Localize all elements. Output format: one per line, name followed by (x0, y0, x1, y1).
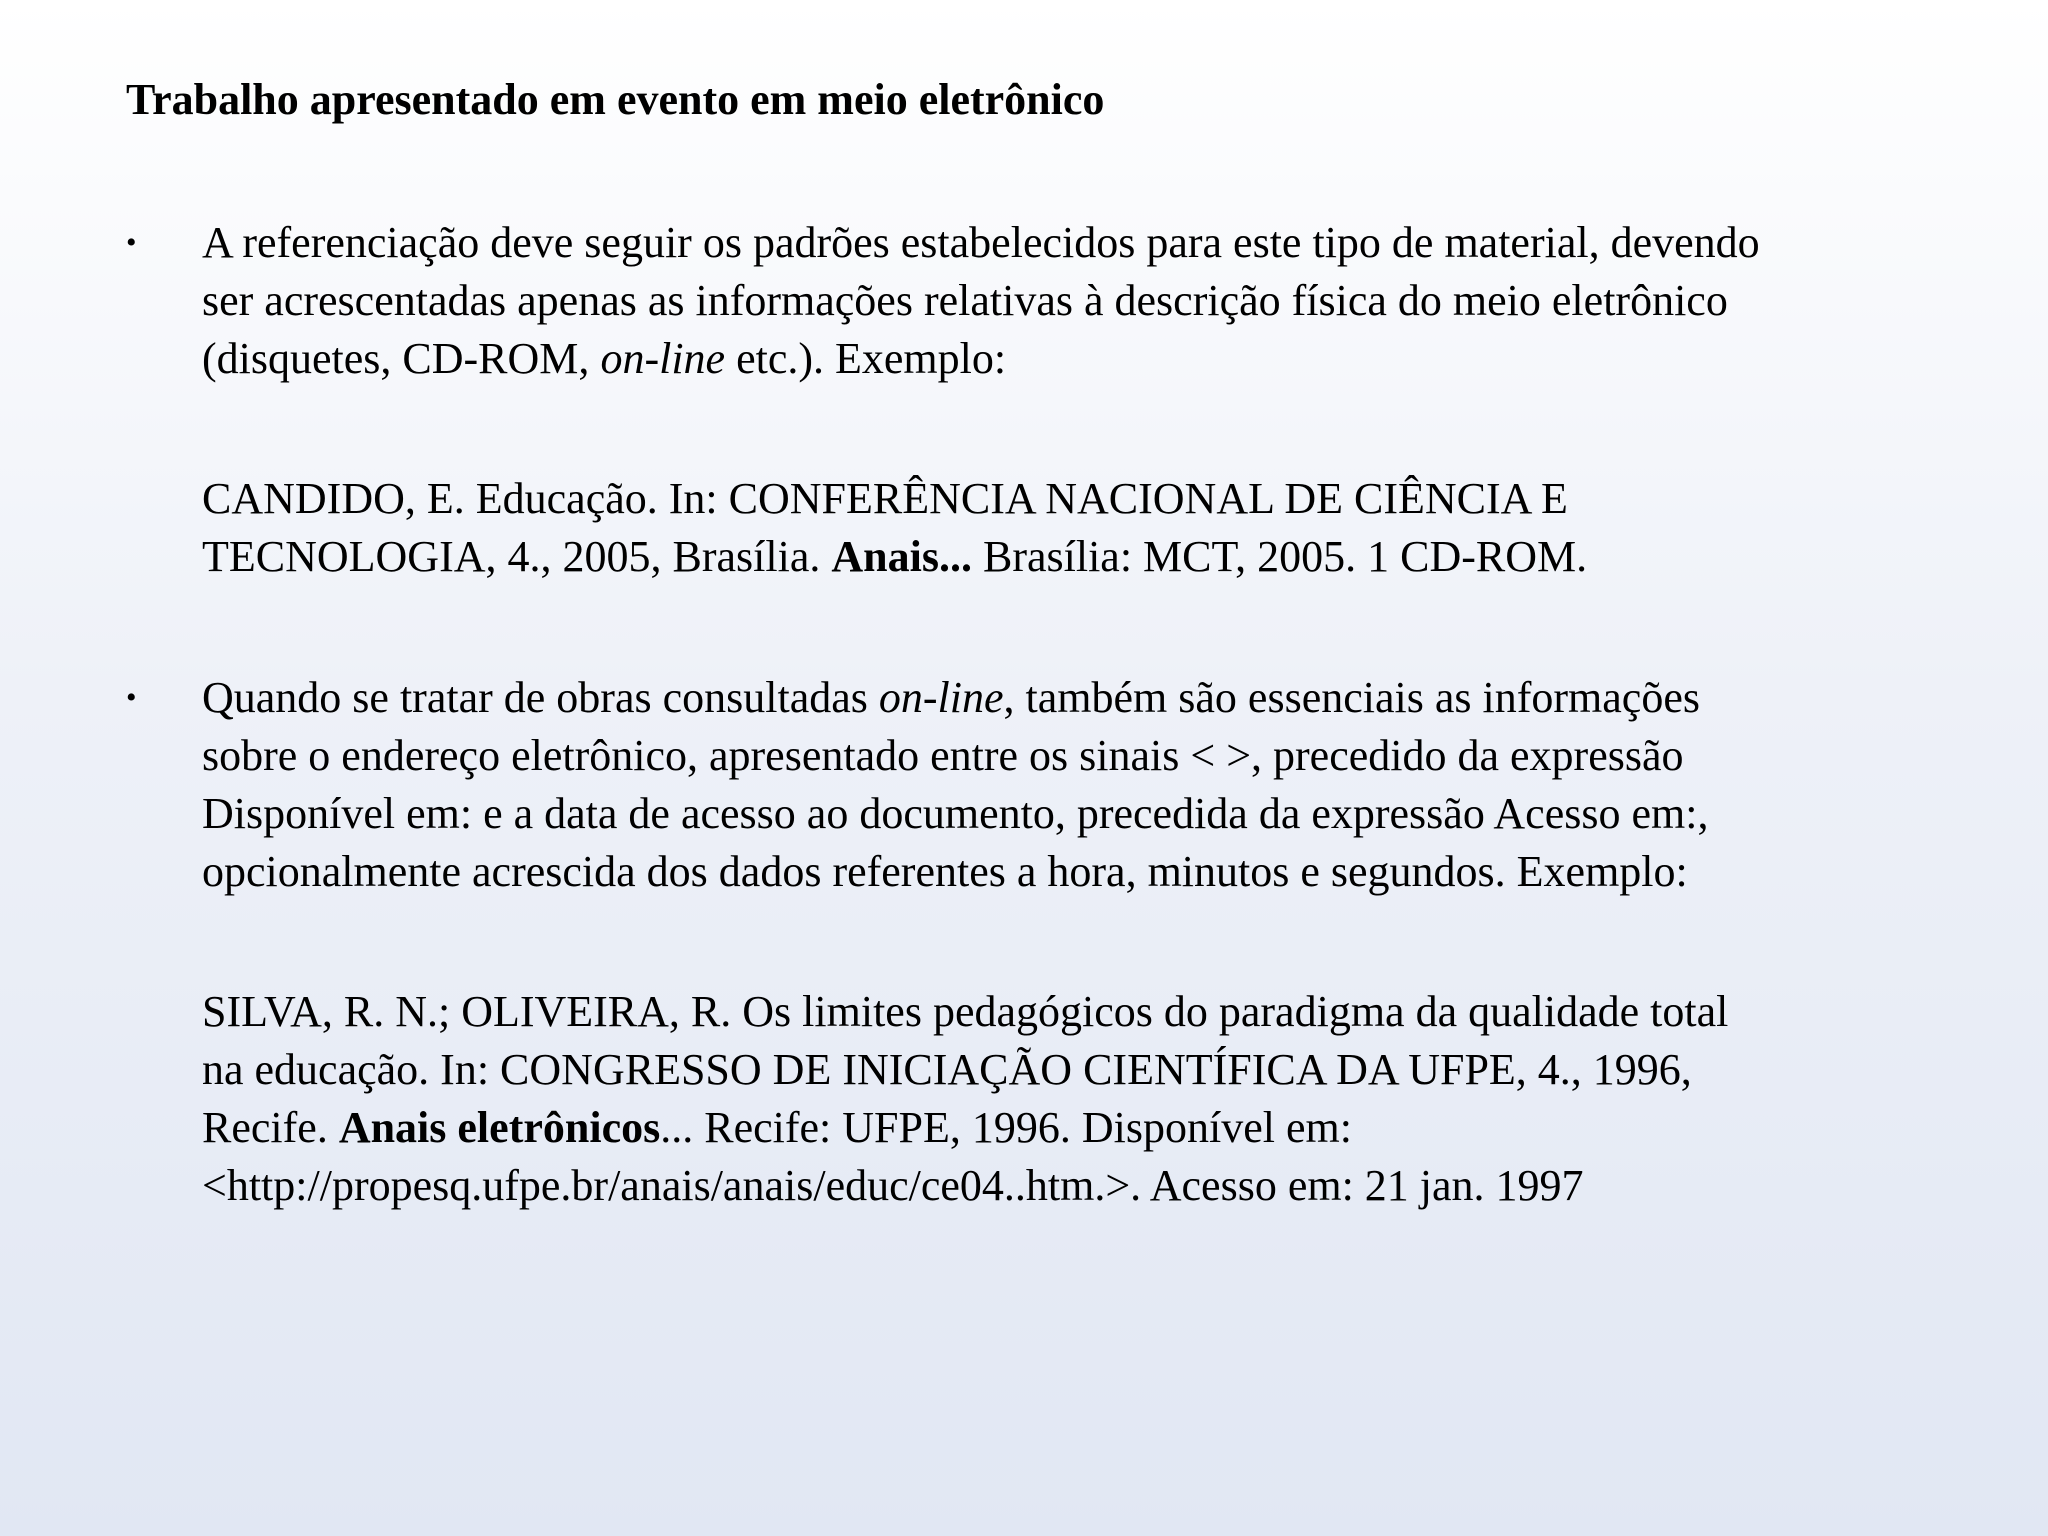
text-run: Brasília: MCT, 2005. 1 CD-ROM. (971, 532, 1588, 581)
reference-line: SILVA, R. N.; OLIVEIRA, R. Os limites pedagógicos do paradigma da qualidade total (202, 987, 1729, 1036)
slide-title: Trabalho apresentado em evento em meio eletrônico (126, 75, 1105, 124)
text-run: etc.). Exemplo: (725, 334, 1007, 383)
reference-example-2 (202, 983, 2002, 1215)
reference-line (202, 1099, 2002, 1157)
text-run: Quando se tratar de obras consultadas (202, 673, 879, 722)
text-run: , também são essenciais as informações (1003, 673, 1700, 722)
reference-line (202, 528, 2002, 586)
bullet-icon: • (126, 226, 137, 259)
bullet-text-2 (202, 669, 2002, 901)
paragraph-line: A referenciação deve seguir os padrões estabelecidos para este tipo de material, devendo (202, 218, 1760, 267)
text-run: Recife. (202, 1103, 339, 1152)
reference-line: CANDIDO, E. Educação. In: CONFERÊNCIA NACIONAL DE CIÊNCIA E (202, 474, 1568, 523)
text-run: (disquetes, CD-ROM, (202, 334, 601, 383)
reference-line: <http://propesq.ufpe.br/anais/anais/educ/ce04..htm.>. Acesso em: 21 jan. 1997 (202, 1161, 1584, 1210)
reference-example-1 (202, 470, 2002, 586)
paragraph-line (202, 330, 2002, 388)
paragraph-line: sobre o endereço eletrônico, apresentado entre os sinais < >, precedido da expressão (202, 731, 1684, 780)
paragraph-line (202, 669, 2002, 727)
bullet-text-1 (202, 214, 2002, 388)
bold-text: Anais eletrônicos (338, 1103, 661, 1152)
bullet-icon: • (126, 681, 137, 714)
bold-text: Anais... (831, 532, 972, 581)
paragraph-line: Disponível em: e a data de acesso ao documento, precedida da expressão Acesso em:, (202, 789, 1709, 838)
paragraph-line: ser acrescentadas apenas as informações relativas à descrição física do meio eletrônico (202, 276, 1728, 325)
paragraph-line: opcionalmente acrescida dos dados referentes a hora, minutos e segundos. Exemplo: (202, 847, 1688, 896)
text-run: ... Recife: UFPE, 1996. Disponível em: (660, 1103, 1352, 1152)
text-run: TECNOLOGIA, 4., 2005, Brasília. (202, 532, 832, 581)
reference-line: na educação. In: CONGRESSO DE INICIAÇÃO CIENTÍFICA DA UFPE, 4., 1996, (202, 1045, 1692, 1094)
italic-text: on-line (600, 334, 726, 383)
italic-text: on-line (878, 673, 1004, 722)
